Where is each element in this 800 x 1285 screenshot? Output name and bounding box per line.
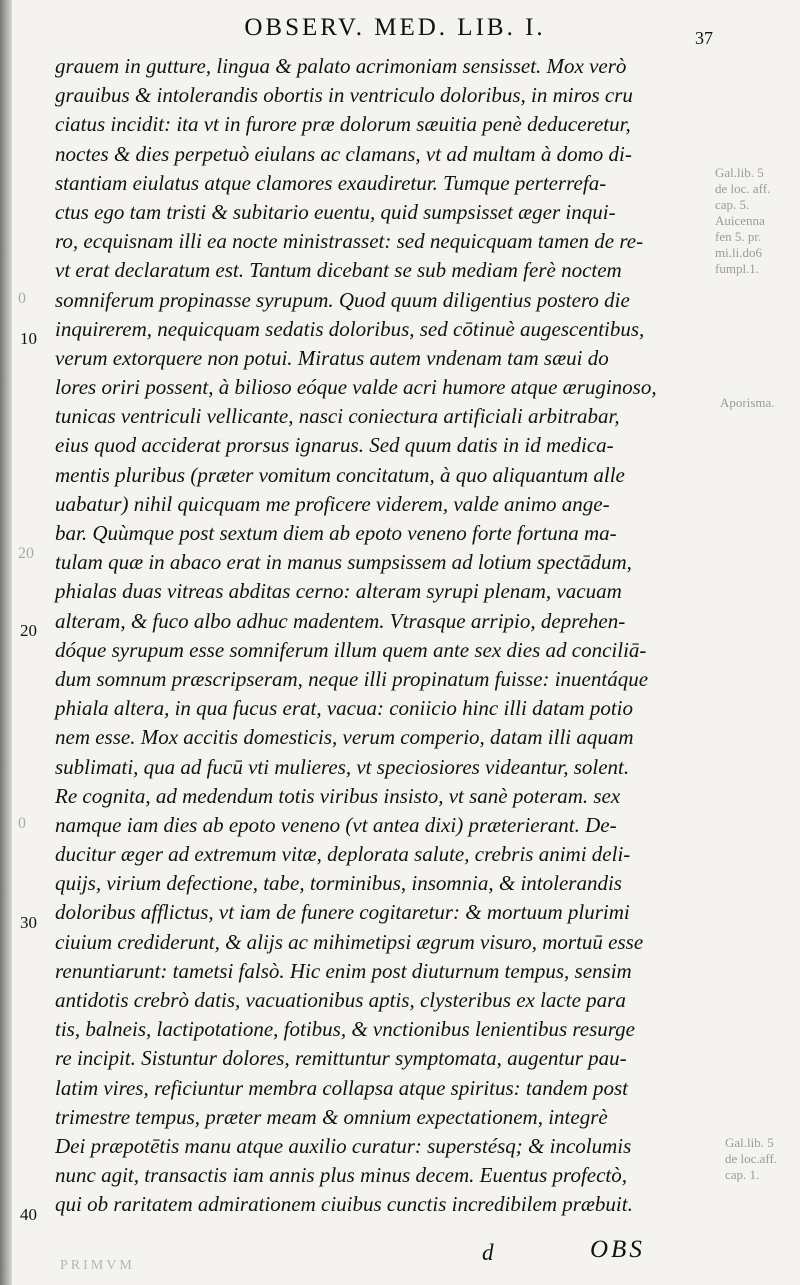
text-line: vt erat declaratum est. Tantum dicebant se sub mediam ferè noctem bbox=[55, 258, 622, 283]
line-number-10: 10 bbox=[20, 329, 37, 348]
text-line: ducitur æger ad extremum vitæ, deplorata salute, crebris animi deli- bbox=[55, 842, 631, 867]
line-number-20: 20 bbox=[20, 621, 37, 640]
text-line: mentis pluribus (præter vomitum concitatum, à quo aliquantum alle bbox=[55, 462, 625, 487]
text-line: ro, ecquisnam illi ea nocte ministrasset: sed nequicquam tamen de re- bbox=[55, 229, 644, 254]
text-line: grauem in gutture, lingua & palato acrimoniam sensisset. Mox verò bbox=[55, 54, 627, 78]
text-line: nem esse. Mox accitis domesticis, verum comperio, datam illi aquam bbox=[55, 725, 634, 750]
text-line: stantiam eiulatus atque clamores exaudiretur. Tumque perterrefa- bbox=[55, 170, 607, 195]
bleed-through-number: 0 bbox=[18, 815, 26, 832]
line-number-40: 40 bbox=[20, 1205, 37, 1224]
text-line: renuntiarunt: tametsi falsò. Hic enim post diuturnum tempus, sensim bbox=[55, 958, 632, 983]
text-line: grauibus & intolerandis obortis in ventriculo doloribus, in miros cru bbox=[55, 83, 633, 108]
text-line: tis, balneis, lactipotatione, fotibus, & vnctionibus lenientibus resurge bbox=[55, 1017, 635, 1042]
text-line: doloribus afflictus, vt iam de funere cogitaretur: & mortuum plurimi bbox=[55, 900, 630, 925]
text-line: phialas duas vitreas abditas cerno: alteram syrupi plenam, vacuam bbox=[55, 579, 622, 604]
text-line: verum extorquere non potui. Miratus autem vndenam tam sæui do bbox=[55, 345, 609, 370]
text-line: alteram, & fuco albo adhuc madentem. Vtrasque arripio, deprehen- bbox=[55, 608, 626, 633]
signature-mark: d bbox=[482, 1240, 494, 1265]
bleed-through-number: 0 bbox=[18, 290, 26, 307]
line-number-30: 30 bbox=[20, 913, 37, 932]
bleed-through-footer: PRIMVM bbox=[60, 1258, 135, 1273]
text-line: trimestre tempus, præter meam & omnium expectationem, integrè bbox=[55, 1104, 608, 1129]
text-line: phiala altera, in qua fucus erat, vacua: coniicio hinc illi datam potio bbox=[55, 696, 634, 721]
text-line: dóque syrupum esse somniferum illum quem ante sex dies ad conciliā- bbox=[55, 637, 647, 662]
text-line: dum somnum præscripseram, neque illi propinatum fuisse: inuentáque bbox=[55, 666, 649, 691]
text-line: tulam quæ in abaco erat in manus sumpsissem ad lotium spectādum, bbox=[55, 550, 632, 575]
text-line: ciuium crediderunt, & alijs ac mihimetipsi ægrum visuro, mortuū esse bbox=[55, 929, 644, 954]
text-line: nunc agit, transactis iam annis plus minus decem. Euentus profectò, bbox=[55, 1163, 628, 1188]
catchword: OBS bbox=[590, 1236, 645, 1263]
bleed-through-margin-note: Gal.lib. 5 de loc. aff. cap. 5. Auicenna fen 5. pr. mi.li.do6 fumpl.1. bbox=[715, 165, 771, 276]
text-line: qui ob raritatem admirationem ciuibus cunctis incredibilem præbuit. bbox=[55, 1192, 633, 1217]
text-line: uabatur) nihil quicquam me proficere viderem, valde animo ange- bbox=[55, 491, 610, 516]
text-line: tunicas ventriculi vellicante, nasci coniectura artificiali arbitrabar, bbox=[55, 404, 620, 429]
text-line: bar. Quùmque post sextum diem ab epoto veneno forte fortuna ma- bbox=[55, 521, 617, 545]
text-line: Dei præpotētis manu atque auxilio curatur: superstésq; & incolumis bbox=[55, 1133, 632, 1158]
page-number: 37 bbox=[695, 28, 713, 48]
body-text bbox=[55, 52, 685, 1220]
text-line: lores oriri possent, à bilioso eóque valde acri humore atque æruginoso, bbox=[55, 375, 657, 400]
text-line: noctes & dies perpetuò eiulans ac clamans, vt ad multam à domo di- bbox=[55, 141, 632, 166]
text-line: ctus ego tam tristi & subitario euentu, quid sumpsisset æger inqui- bbox=[55, 199, 616, 224]
text-line: re incipit. Sistuntur dolores, remittuntur symptomata, augentur pau- bbox=[55, 1046, 627, 1071]
bleed-through-number: 20 bbox=[18, 545, 34, 562]
text-line: namque iam dies ab epoto veneno (vt antea dixi) præterierant. De- bbox=[55, 812, 617, 837]
bleed-through-margin-word: Aporisma. bbox=[720, 395, 775, 410]
gutter-shadow bbox=[0, 0, 12, 1285]
bleed-through-margin-note-2: Gal.lib. 5 de loc.aff. cap. 1. bbox=[725, 1135, 778, 1182]
text-line: antidotis crebrò datis, vacuationibus aptis, clysteribus ex lacte para bbox=[55, 988, 626, 1012]
text-line: inquirerem, nequicquam sedatis doloribus, sed cōtinuè augescentibus, bbox=[55, 316, 645, 341]
text-line: eius quod acciderat prorsus ignarus. Sed quum datis in id medica- bbox=[55, 433, 614, 458]
text-line: Re cognita, ad medendum totis viribus insisto, vt sanè poteram. sex bbox=[55, 783, 621, 808]
text-line: quijs, virium defectione, tabe, torminibus, insomnia, & intolerandis bbox=[55, 871, 622, 896]
text-line: somniferum propinasse syrupum. Quod quum diligentius postero die bbox=[55, 287, 630, 312]
running-header: OBSERV. MED. LIB. I. bbox=[244, 14, 546, 41]
text-line: latim vires, reficiuntur membra collapsa atque spiritus: tandem post bbox=[55, 1075, 628, 1100]
text-line: sublimati, qua ad fucū vti mulieres, vt speciosiores videantur, solent. bbox=[55, 754, 630, 779]
text-line: ciatus incidit: ita vt in furore præ dolorum sæuitia penè deduceretur, bbox=[55, 112, 631, 137]
